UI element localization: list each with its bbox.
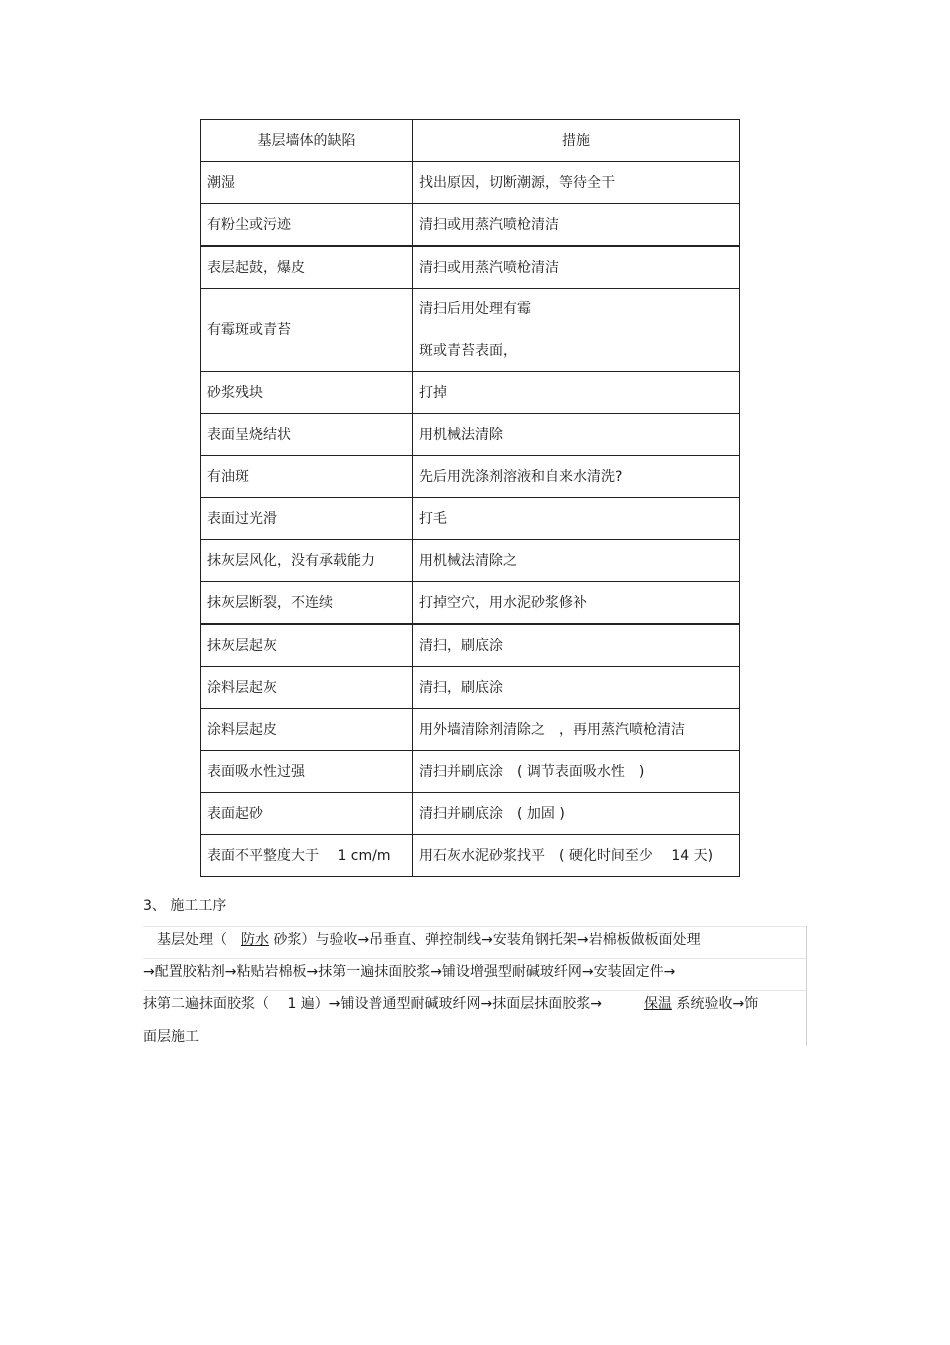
table-row xyxy=(201,204,740,247)
measure-cell: 清扫，刷底涂 xyxy=(413,667,740,709)
process-text: 砂浆）与验收→吊垂直、弹控制线→安装角钢托架→岩棉板做板面处理 xyxy=(269,932,701,948)
measure-cell: 先后用洗涤剂溶液和自来水清洗? xyxy=(413,456,740,498)
process-text: 系统验收→饰 xyxy=(672,996,759,1012)
table-row xyxy=(201,289,740,372)
process-line xyxy=(143,930,701,950)
defect-cell: 抹灰层起灰 xyxy=(201,624,413,667)
table-row xyxy=(201,540,740,582)
table-row xyxy=(201,751,740,793)
process-line xyxy=(143,994,758,1014)
header-defect: 基层墙体的缺陷 xyxy=(201,120,413,162)
table-row xyxy=(201,624,740,667)
measure-cell: 打掉 xyxy=(413,372,740,414)
process-underlined-term: 保温 xyxy=(644,996,672,1012)
measure-cell: 清扫并刷底涂 ( 加固 ) xyxy=(413,793,740,835)
defect-cell: 表面过光滑 xyxy=(201,498,413,540)
defect-cell: 涂料层起皮 xyxy=(201,709,413,751)
defect-cell: 潮湿 xyxy=(201,162,413,204)
divider xyxy=(143,958,806,959)
defect-cell: 表面不平整度大于 1 cm/m xyxy=(201,835,413,877)
process-line: 面层施工 xyxy=(143,1029,199,1045)
defects-measures-table xyxy=(200,119,740,877)
measure-cell: 用石灰水泥砂浆找平 ( 硬化时间至少 14 天) xyxy=(413,835,740,877)
table-row xyxy=(201,162,740,204)
measure-cell: 用机械法清除 xyxy=(413,414,740,456)
table-row xyxy=(201,498,740,540)
defect-cell: 有油斑 xyxy=(201,456,413,498)
measure-line: 清扫后用处理有霉 xyxy=(419,301,531,317)
table-row xyxy=(201,667,740,709)
table-row xyxy=(201,793,740,835)
divider xyxy=(143,990,806,991)
measure-cell: 清扫或用蒸汽喷枪清洁 xyxy=(413,204,740,247)
process-text: 抹第二遍抹面胶浆（ 1 遍）→铺设普通型耐碱玻纤网→抹面层抹面胶浆→ xyxy=(143,996,644,1012)
defect-cell: 表面吸水性过强 xyxy=(201,751,413,793)
defect-cell: 砂浆残块 xyxy=(201,372,413,414)
defect-cell: 表层起鼓，爆皮 xyxy=(201,246,413,289)
measure-cell: 用机械法清除之 xyxy=(413,540,740,582)
header-measure: 措施 xyxy=(413,120,740,162)
table-row xyxy=(201,835,740,877)
measure-line: 斑或青苔表面， xyxy=(419,343,517,359)
measure-cell: 打毛 xyxy=(413,498,740,540)
measure-cell: 清扫或用蒸汽喷枪清洁 xyxy=(413,246,740,289)
table-row xyxy=(201,414,740,456)
process-text: 基层处理（ xyxy=(143,932,241,948)
divider xyxy=(143,926,806,927)
measure-cell: 用外墙清除剂清除之 ，再用蒸汽喷枪清洁 xyxy=(413,709,740,751)
defect-cell: 表面呈烧结状 xyxy=(201,414,413,456)
table-row xyxy=(201,246,740,289)
table-row xyxy=(201,709,740,751)
section-heading: 3、 施工工序 xyxy=(143,898,227,914)
table-header-row xyxy=(201,120,740,162)
table-row xyxy=(201,372,740,414)
defect-cell: 有粉尘或污迹 xyxy=(201,204,413,247)
defect-cell: 抹灰层断裂，不连续 xyxy=(201,582,413,625)
defect-cell: 涂料层起灰 xyxy=(201,667,413,709)
defect-cell: 表面起砂 xyxy=(201,793,413,835)
defect-cell: 有霉斑或青苔 xyxy=(201,289,413,372)
measure-cell: 清扫，刷底涂 xyxy=(413,624,740,667)
process-underlined-term: 防水 xyxy=(241,932,269,948)
table-row xyxy=(201,456,740,498)
measure-cell: 打掉空穴，用水泥砂浆修补 xyxy=(413,582,740,625)
measure-cell: 找出原因，切断潮源，等待全干 xyxy=(413,162,740,204)
measure-cell: 清扫并刷底涂 ( 调节表面吸水性 ) xyxy=(413,751,740,793)
measure-cell xyxy=(413,289,740,372)
process-line: →配置胶粘剂→粘贴岩棉板→抹第一遍抹面胶浆→铺设增强型耐碱玻纤网→安装固定件→ xyxy=(143,964,676,980)
table-row xyxy=(201,582,740,625)
divider xyxy=(806,926,807,1046)
defect-cell: 抹灰层风化，没有承载能力 xyxy=(201,540,413,582)
